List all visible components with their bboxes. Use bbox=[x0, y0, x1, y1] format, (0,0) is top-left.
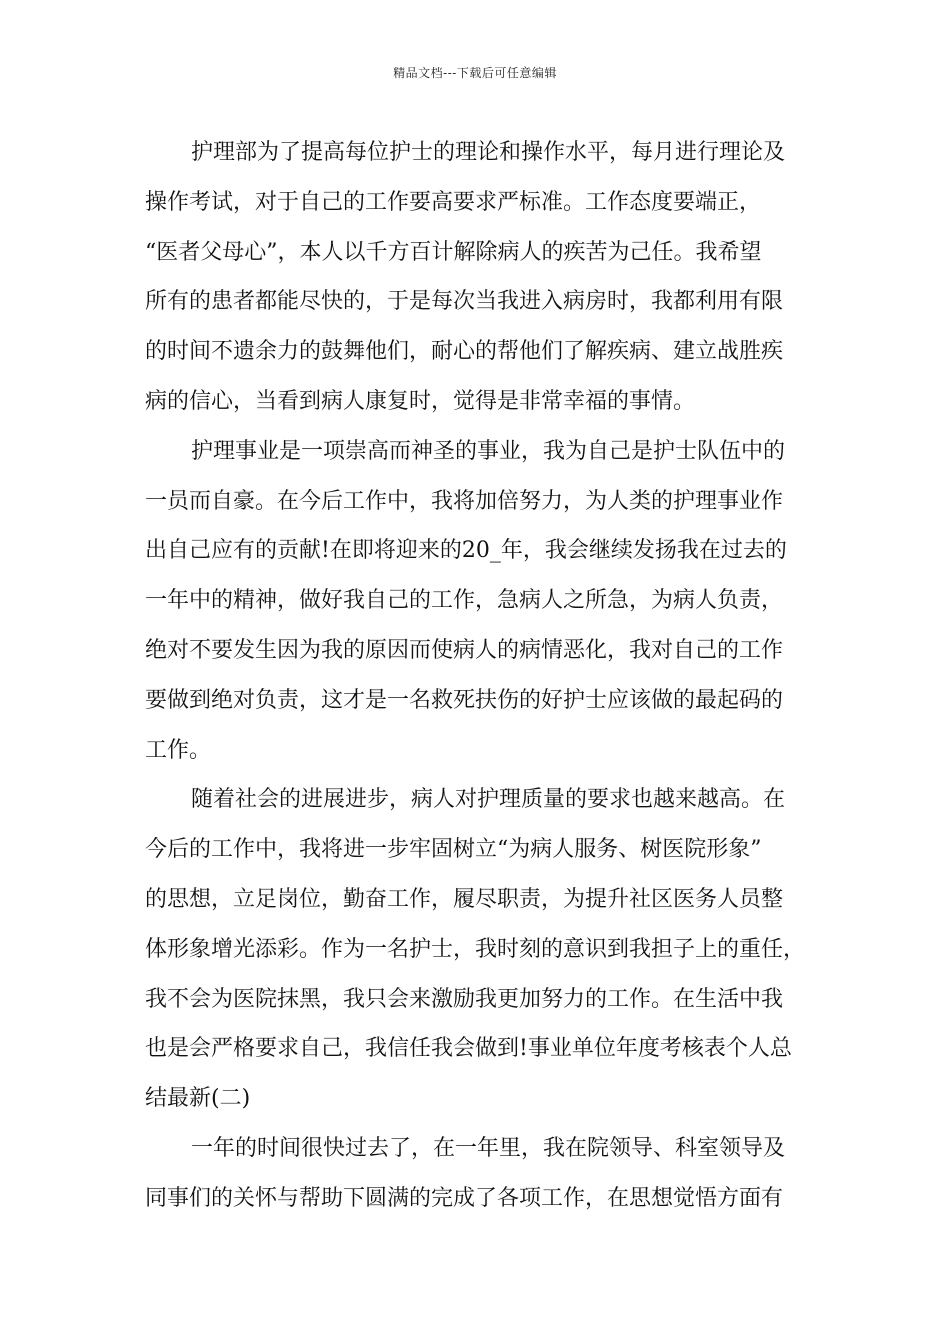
text-line: 一员而自豪。在今后工作中，我将加倍努力，为人类的护理事业作 bbox=[145, 488, 784, 514]
document-body bbox=[145, 128, 821, 1224]
text-line: 的思想，立足岗位，勤奋工作，履尽职责，为提升社区医务人员整 bbox=[145, 886, 784, 912]
text-line: 的时间不遗余力的鼓舞他们，耐心的帮他们了解疾病、建立战胜疾 bbox=[145, 339, 784, 365]
text-line: 操作考试，对于自己的工作要高要求严标准。工作态度要端正， bbox=[145, 189, 762, 215]
text-line: 一年中的精神，做好我自己的工作，急病人之所急，为病人负责， bbox=[145, 588, 784, 614]
text-line: 护理部为了提高每位护士的理论和操作水平，每月进行理论及 bbox=[191, 140, 786, 165]
paragraph bbox=[145, 1124, 821, 1224]
text-line: 护理事业是一项崇高而神圣的事业，我为自己是护士队伍中的 bbox=[191, 438, 786, 464]
text-line: “医者父母心”，本人以千方百计解除病人的疾苦为己任。我希望 bbox=[145, 239, 762, 265]
paragraph bbox=[145, 775, 821, 1124]
text-line: 随着社会的进展进步，病人对护理质量的要求也越来越高。在 bbox=[191, 787, 786, 813]
paragraph bbox=[145, 427, 821, 776]
text-line: 也是会严格要求自己，我信任我会做到!事业单位年度考核表个人总 bbox=[145, 1036, 792, 1062]
text-line: 出自己应有的贡献!在即将迎来的20_年，我会继续发扬我在过去的 bbox=[145, 538, 787, 564]
text-line: 一年的时间很快过去了，在一年里，我在院领导、科室领导及 bbox=[191, 1135, 786, 1161]
text-line: 我不会为医院抹黑，我只会来激励我更加努力的工作。在生活中我 bbox=[145, 986, 784, 1012]
text-line: 体形象增光添彩。作为一名护士，我时刻的意识到我担子上的重任， bbox=[145, 936, 806, 962]
text-line: 工作。 bbox=[145, 737, 212, 763]
paragraph bbox=[145, 128, 821, 427]
text-line: 所有的患者都能尽快的，于是每次当我进入病房时，我都利用有限 bbox=[145, 289, 784, 315]
text-line: 今后的工作中，我将进一步牢固树立“为病人服务、树医院形象” bbox=[145, 837, 762, 863]
text-line: 结最新(二) bbox=[145, 1086, 251, 1112]
text-line: 病的信心，当看到病人康复时，觉得是非常幸福的事情。 bbox=[145, 388, 696, 414]
text-line: 要做到绝对负责，这才是一名救死扶伤的好护士应该做的最起码的 bbox=[145, 687, 784, 713]
text-line: 绝对不要发生因为我的原因而使病人的病情恶化，我对自己的工作 bbox=[145, 637, 784, 663]
text-line: 同事们的关怀与帮助下圆满的完成了各项工作，在思想觉悟方面有 bbox=[145, 1185, 784, 1211]
page-header: 精品文档---下载后可任意编辑 bbox=[393, 66, 557, 80]
